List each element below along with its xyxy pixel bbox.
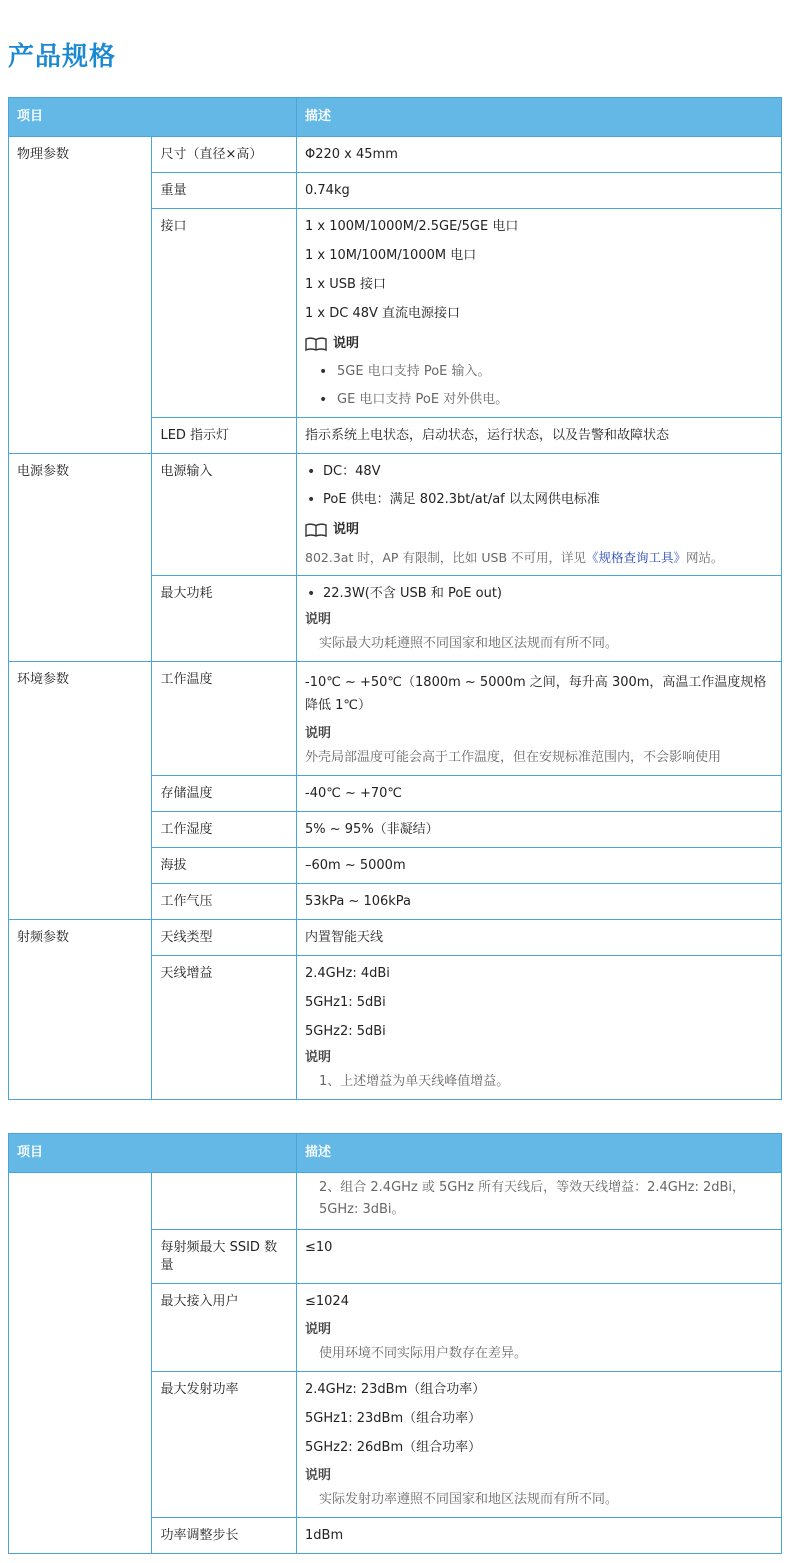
- note-text: 2、组合 2.4GHz 或 5GHz 所有天线后，等效天线增益：2.4GHz: 2dBi，5GHz: 3dBi。: [319, 1180, 746, 1217]
- row-label: 接口: [152, 209, 297, 418]
- note-text: 使用环境不同实际用户数存在差异。: [319, 1346, 528, 1361]
- category-rf-cont: [9, 1173, 152, 1554]
- note-text: 外壳局部温度可能会高于工作温度，但在安规标准范围内，不会影响使用: [305, 750, 722, 765]
- row-value: [297, 956, 782, 1100]
- book-icon: [305, 523, 327, 537]
- row-value: -40℃ ~ +70℃: [297, 776, 782, 812]
- row-label: 存储温度: [152, 776, 297, 812]
- gain-line: 2.4GHz: 4dBi: [305, 966, 390, 981]
- gain-line: 5GHz1: 5dBi: [305, 995, 386, 1010]
- book-icon: [305, 337, 327, 351]
- bullet-list: [305, 463, 773, 509]
- note-title: 说明: [305, 1468, 332, 1483]
- row-value: [297, 454, 782, 576]
- row-label: 重量: [152, 173, 297, 209]
- category-rf: 射频参数: [9, 920, 152, 1100]
- note-heading: [305, 335, 773, 353]
- row-value: 内置智能天线: [297, 920, 782, 956]
- row-label: 天线类型: [152, 920, 297, 956]
- row-value: [297, 209, 782, 418]
- row-value: [297, 1173, 782, 1230]
- row-value: 53kPa ~ 106kPa: [297, 884, 782, 920]
- row-value: 0.74kg: [297, 173, 782, 209]
- header-desc: 描述: [297, 98, 782, 137]
- row-value: 1dBm: [297, 1518, 782, 1554]
- row-value: [297, 1284, 782, 1372]
- header-item: 项目: [9, 1134, 297, 1173]
- row-value: 5% ~ 95%（非凝结）: [297, 812, 782, 848]
- iface-line: 1 x DC 48V 直流电源接口: [305, 306, 461, 321]
- table-row: [9, 454, 782, 576]
- note-text: [305, 549, 773, 567]
- row-value: 指示系统上电状态，启动状态，运行状态，以及告警和故障状态: [297, 418, 782, 454]
- row-label: 每射频最大 SSID 数量: [152, 1230, 297, 1284]
- row-label: 最大接入用户: [152, 1284, 297, 1372]
- row-label: LED 指示灯: [152, 418, 297, 454]
- list-item: • PoE 供电：满足 802.3bt/at/af 以太网供电标准: [323, 491, 773, 509]
- list-item: • GE 电口支持 PoE 对外供电。: [323, 391, 773, 409]
- gain-line: 5GHz2: 5dBi: [305, 1024, 386, 1039]
- list-item: • 22.3W(不含 USB 和 PoE out): [323, 585, 773, 603]
- note-title: 说明: [305, 726, 332, 741]
- row-label: 工作气压: [152, 884, 297, 920]
- note-text: 实际发射功率遵照不同国家和地区法规而有所不同。: [319, 1492, 619, 1507]
- table-header: [9, 1134, 782, 1173]
- bullet-list: [305, 585, 773, 603]
- row-label: 工作湿度: [152, 812, 297, 848]
- txp-line: 5GHz1: 23dBm（组合功率）: [305, 1411, 482, 1426]
- row-value: ≤10: [297, 1230, 782, 1284]
- note-heading: [305, 521, 773, 539]
- note-title: 说明: [305, 612, 332, 627]
- spec-table-1: [8, 97, 782, 1100]
- note-text: 1、上述增益为单天线峰值增益。: [319, 1074, 510, 1089]
- iface-line: 1 x USB 接口: [305, 277, 387, 292]
- table-row: [9, 920, 782, 956]
- note-text-post: 网站。: [686, 550, 724, 565]
- note-text: 实际最大功耗遵照不同国家和地区法规而有所不同。: [319, 636, 619, 651]
- table-row: [9, 137, 782, 173]
- note-title: 说明: [333, 522, 360, 537]
- row-label: 海拔: [152, 848, 297, 884]
- table-row: [9, 1173, 782, 1230]
- table-row: [9, 662, 782, 776]
- iface-line: 1 x 10M/100M/1000M 电口: [305, 248, 477, 263]
- row-label: 工作温度: [152, 662, 297, 776]
- spec-table-2: [8, 1133, 782, 1554]
- spec-tool-link[interactable]: 《规格查询工具》: [586, 550, 687, 565]
- note-title: 说明: [305, 1322, 332, 1337]
- row-label: 天线增益: [152, 956, 297, 1100]
- row-label: 电源输入: [152, 454, 297, 576]
- row-value: [297, 1372, 782, 1518]
- note-list: [305, 363, 773, 409]
- txp-line: 5GHz2: 26dBm（组合功率）: [305, 1440, 482, 1455]
- header-desc: 描述: [297, 1134, 782, 1173]
- row-value: –60m ~ 5000m: [297, 848, 782, 884]
- row-label: 最大发射功率: [152, 1372, 297, 1518]
- note-title: 说明: [333, 336, 360, 351]
- page-title: 产品规格: [8, 42, 117, 72]
- txp-line: 2.4GHz: 23dBm（组合功率）: [305, 1382, 486, 1397]
- list-item: • 5GE 电口支持 PoE 输入。: [323, 363, 773, 381]
- category-env: 环境参数: [9, 662, 152, 920]
- row-label: 最大功耗: [152, 576, 297, 662]
- note-title: 说明: [305, 1050, 332, 1065]
- row-label: [152, 1173, 297, 1230]
- row-value: Φ220 x 45mm: [297, 137, 782, 173]
- list-item: • DC：48V: [323, 463, 773, 481]
- table-header: [9, 98, 782, 137]
- op-temp-value: -10℃ ~ +50℃（1800m ~ 5000m 之间，每升高 300m，高温工作温度规格降低 1℃）: [305, 675, 767, 713]
- row-label: 功率调整步长: [152, 1518, 297, 1554]
- header-item: 项目: [9, 98, 297, 137]
- row-value: [297, 576, 782, 662]
- iface-line: 1 x 100M/1000M/2.5GE/5GE 电口: [305, 219, 519, 234]
- note-text-pre: 802.3at 时，AP 有限制，比如 USB 不可用，详见: [305, 550, 586, 565]
- category-power: 电源参数: [9, 454, 152, 662]
- row-value: [297, 662, 782, 776]
- category-physical: 物理参数: [9, 137, 152, 454]
- row-label: 尺寸（直径×高）: [152, 137, 297, 173]
- users-value: ≤1024: [305, 1294, 349, 1309]
